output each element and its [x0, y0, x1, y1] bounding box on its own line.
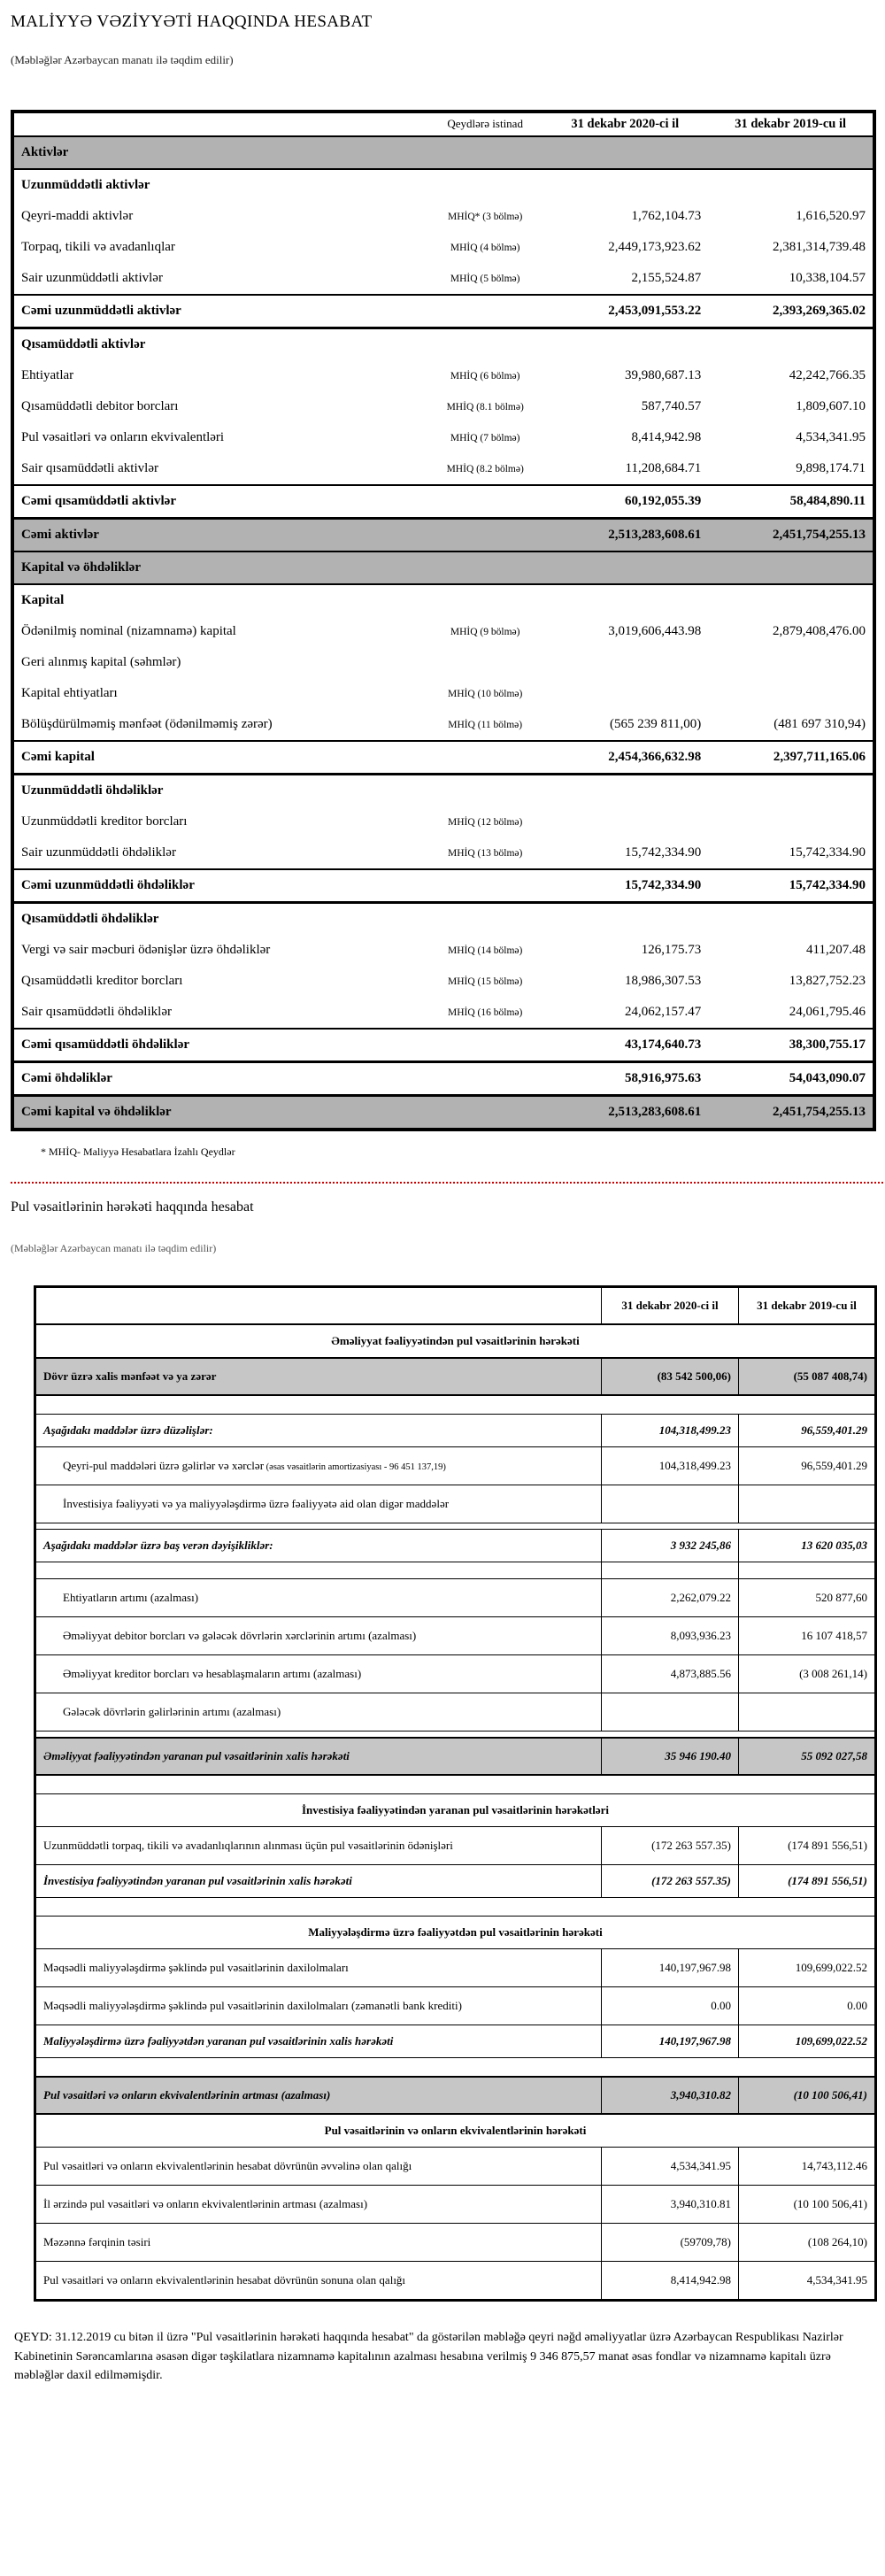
row-value-2019: 15,742,334.90: [789, 845, 866, 860]
row-label: Qısamüddətli kreditor borcları: [21, 974, 183, 988]
header-column-2020: 31 dekabr 2020-ci il: [542, 112, 708, 136]
row-value-2020: 3,940,310.81: [602, 2186, 739, 2224]
spacer-cell: [35, 1898, 876, 1917]
row-value-2019: 13,827,752.23: [789, 974, 866, 988]
row-label-text: Aşağıdakı maddələr üzrə düzəlişlər:: [43, 1423, 213, 1437]
row-value-2020: 8,414,942.98: [602, 2262, 739, 2301]
row-label: Aktivlər: [12, 136, 874, 169]
row-label-text: Əməliyyat kreditor borcları və hesablaşmaların artımı (azalması): [63, 1667, 362, 1680]
spacer-cell: [35, 1523, 876, 1530]
row-value-2020: 11,208,684.71: [625, 461, 702, 475]
row-value-2019: [739, 1693, 876, 1731]
cf-row-item: [35, 1693, 876, 1731]
bs-row-item: [12, 391, 874, 422]
bs-row-item: [12, 837, 874, 869]
cf-row-spacer: [35, 1395, 876, 1415]
row-value-2019: 58,484,890.11: [708, 485, 874, 519]
bs-row-item: [12, 360, 874, 391]
balance-sheet-header-row: [12, 112, 874, 136]
bs-row-item: [12, 806, 874, 837]
cf-row-spacer-small: [35, 1523, 876, 1530]
statement1-subtitle: (Məbləğlər Azərbaycan manatı ilə təqdim edilir): [11, 53, 234, 66]
row-label: Sair qısamüddətli öhdəliklər: [21, 1005, 172, 1019]
row-label: [35, 2025, 602, 2058]
row-label-parenthetical: (əsas vəsaitlərin amortizasiyası - 96 451 137,19): [264, 1462, 446, 1472]
row-value-2019: (10 100 506,41): [739, 2077, 876, 2114]
row-value-2019: 520 877,60: [739, 1579, 876, 1617]
row-label-text: İnvestisiya fəaliyyətindən yaranan pul vəsaitlərinin xalis hərəkəti: [43, 1874, 352, 1887]
row-value-2020: 43,174,640.73: [542, 1029, 708, 1062]
row-value-2020: [602, 1693, 739, 1731]
row-value-2020: 3,940,310.82: [602, 2077, 739, 2114]
bs-row-item: [12, 966, 874, 997]
row-value-2020: 2,453,091,553.22: [542, 295, 708, 328]
bs-row-item: [12, 647, 874, 678]
row-value-2020: 104,318,499.23: [602, 1447, 739, 1485]
row-label: Kapital və öhdəliklər: [12, 551, 874, 584]
row-value-2020: 2,513,283,608.61: [542, 519, 708, 552]
row-value-2020: (565 239 811,00): [610, 717, 702, 731]
cf-row-center: [35, 1324, 876, 1358]
row-label: Uzunmüddətli aktivlər: [21, 178, 150, 192]
spacer-cell: [35, 1775, 876, 1794]
row-value-2020: 15,742,334.90: [624, 845, 702, 860]
row-label: [35, 1738, 602, 1775]
row-value-2019: 411,207.48: [806, 943, 866, 957]
row-label: Cəmi qısamüddətli öhdəliklər: [12, 1029, 428, 1062]
section-heading: Pul vəsaitlərinin və onların ekvivalentlərinin hərəkəti: [35, 2114, 876, 2148]
row-label-text: Məzənnə fərqinin təsiri: [43, 2235, 151, 2248]
row-value-2020: [542, 678, 708, 709]
row-value-2019: (10 100 506,41): [739, 2186, 876, 2224]
row-note: MHİQ (14 bölmə): [448, 945, 523, 956]
cf-row-italic: [35, 1530, 876, 1562]
row-label: Qeyri-maddi aktivlər: [21, 209, 134, 223]
row-value-2019: 1,616,520.97: [796, 209, 866, 223]
row-label: [35, 1655, 602, 1693]
qeyd-note: QEYD: 31.12.2019 cu bitən il üzrə "Pul vəsaitlərinin hərəkəti haqqında hesabat" da göstərilən məbləğə qeyri nəğd əməliyyatlar üzrə Azərbaycan Respublikası Nazirlər Kabinetinin Sərəncamlarına əsasən digər təşkilatlara nizamnamə kapitalının azalması hesabına verilmiş 9 346 875,57 manat əsas fondlar və nizamnamə kapitalı üzrə məbləğlər daxil edilməmişdir.: [14, 2331, 843, 2383]
row-label: [35, 2077, 602, 2114]
section-heading: İnvestisiya fəaliyyətindən yaranan pul vəsaitlərinin hərəkətləri: [35, 1794, 876, 1827]
row-value-2020: 24,062,157.47: [624, 1005, 702, 1019]
row-label-text: İl ərzində pul vəsaitləri və onların ekvivalentlərinin artması (azalması): [43, 2197, 368, 2210]
row-value-2019: 15,742,334.90: [708, 869, 874, 903]
cf-row-item: [35, 1579, 876, 1617]
cf-row-gray: [35, 1358, 876, 1395]
row-note: MHİQ (11 bölmə): [448, 719, 523, 730]
row-note: [428, 1096, 543, 1130]
row-value-2019: 54,043,090.07: [708, 1062, 874, 1096]
row-value-2019: 109,699,022.52: [739, 1949, 876, 1987]
cash-flow-table: [34, 1285, 877, 2302]
row-value-2020: 8,414,942.98: [631, 430, 702, 444]
row-value-2019: 14,743,112.46: [739, 2148, 876, 2186]
row-value-2019: 4,534,341.95: [796, 430, 866, 444]
row-label-text: Pul vəsaitləri və onların ekvivalentlərinin hesabat dövrünün əvvəlinə olan qalığı: [43, 2159, 412, 2172]
spacer-cell: [35, 1731, 876, 1739]
row-value-2020: 2,454,366,632.98: [542, 741, 708, 775]
row-label-text: Ehtiyatların artımı (azalması): [63, 1591, 199, 1604]
row-value-2019: (174 891 556,51): [739, 1865, 876, 1898]
row-value-2019: 2,451,754,255.13: [708, 1096, 874, 1130]
row-note: MHİQ (16 bölmə): [448, 1006, 523, 1018]
row-value-2019: 0.00: [739, 1987, 876, 2025]
cf-row-item: [35, 2148, 876, 2186]
red-dotted-divider: [11, 1182, 885, 1184]
row-value-2019: 2,381,314,739.48: [773, 240, 866, 254]
cf-row-item: [35, 1447, 876, 1485]
row-value-2020: 104,318,499.23: [602, 1415, 739, 1447]
bs-row-item: [12, 709, 874, 741]
row-label: Pul vəsaitləri və onların ekvivalentləri: [21, 430, 225, 444]
cf-row-item: [35, 2186, 876, 2224]
row-label: [35, 1987, 602, 2025]
row-value-2020: 2,262,079.22: [602, 1579, 739, 1617]
row-label: Kapital: [21, 593, 65, 607]
row-value-2020: 2,449,173,923.62: [608, 240, 702, 254]
row-label: [35, 1865, 602, 1898]
cf-row-spacer-small: [35, 1731, 876, 1739]
row-value-2019: 13 620 035,03: [739, 1530, 876, 1562]
row-label: Uzunmüddətli öhdəliklər: [21, 783, 164, 798]
row-note: [428, 647, 543, 678]
bs-row-subsection: [12, 328, 874, 361]
row-note: [428, 1062, 543, 1096]
cf-row-italic: [35, 1865, 876, 1898]
cf-row-gray-italic: [35, 1738, 876, 1775]
cf-row-italic: [35, 1415, 876, 1447]
bs-row-item: [12, 616, 874, 647]
row-value-2019: (174 891 556,51): [739, 1827, 876, 1865]
row-note: MHİQ (8.2 bölmə): [446, 463, 524, 474]
row-label: [35, 1530, 602, 1562]
row-value-2020: 8,093,936.23: [602, 1617, 739, 1655]
row-value-2020: 15,742,334.90: [542, 869, 708, 903]
bs-row-item: [12, 422, 874, 453]
row-value-2020: [602, 1562, 739, 1579]
row-label-text: Dövr üzrə xalis mənfəət və ya zərər: [43, 1369, 217, 1383]
row-note: MHİQ (8.1 bölmə): [446, 401, 524, 413]
row-note: MHİQ (9 bölmə): [450, 626, 520, 637]
row-value-2019: [708, 678, 874, 709]
cash-flow-header-row: [35, 1287, 876, 1325]
row-label: [35, 1485, 602, 1523]
row-value-2019: 10,338,104.57: [789, 271, 866, 285]
row-value-2019: 24,061,795.46: [789, 1005, 866, 1019]
row-label: Geri alınmış kapital (səhmlər): [21, 655, 181, 669]
row-value-2020: (83 542 500,06): [602, 1358, 739, 1395]
row-value-2020: 0.00: [602, 1987, 739, 2025]
row-value-2019: 109,699,022.52: [739, 2025, 876, 2058]
row-value-2019: (3 008 261,14): [739, 1655, 876, 1693]
cf-row-item: [35, 1827, 876, 1865]
row-value-2020: 4,873,885.56: [602, 1655, 739, 1693]
statement1-title: MALİYYƏ VƏZİYYƏTİ HAQQINDA HESABAT: [11, 12, 373, 31]
row-label: [35, 1562, 602, 1579]
row-note: MHİQ (13 bölmə): [448, 847, 523, 859]
row-note: [428, 295, 543, 328]
row-label: Cəmi uzunmüddətli öhdəliklər: [12, 869, 428, 903]
row-note: [428, 869, 543, 903]
bs-row-total: [12, 1062, 874, 1096]
balance-sheet-table: [11, 110, 876, 1131]
row-value-2020: 4,534,341.95: [602, 2148, 739, 2186]
row-label: Cəmi öhdəliklər: [12, 1062, 428, 1096]
row-label: Qısamüddətli öhdəliklər: [21, 912, 159, 926]
bs-row-total: [12, 485, 874, 519]
row-label: Ehtiyatlar: [21, 368, 74, 382]
row-label-text: Məqsədli maliyyələşdirmə şəklində pul vəsaitlərinin daxilolmaları: [43, 1961, 349, 1974]
row-value-2019: (55 087 408,74): [739, 1358, 876, 1395]
row-label: Cəmi uzunmüddətli aktivlər: [12, 295, 428, 328]
row-note: MHİQ (15 bölmə): [448, 976, 523, 987]
bs-row-total: [12, 1029, 874, 1062]
row-value-2019: [708, 647, 874, 678]
row-label: Uzunmüddətli kreditor borcları: [21, 814, 188, 829]
bs-row-section: [12, 551, 874, 584]
bs-row-item: [12, 997, 874, 1029]
row-label: Qısamüddətli aktivlər: [21, 337, 146, 351]
row-note: [428, 519, 543, 552]
row-label: [35, 1579, 602, 1617]
cf-row-center: [35, 2114, 876, 2148]
row-value-2019: [739, 1562, 876, 1579]
row-value-2020: [602, 1485, 739, 1523]
bs-row-total: [12, 295, 874, 328]
row-value-2020: [542, 806, 708, 837]
statement2-title: Pul vəsaitlərinin hərəkəti haqqında hesabat: [11, 1199, 254, 1215]
row-value-2019: 9,898,174.71: [796, 461, 866, 475]
bs-row-item: [12, 201, 874, 232]
row-value-2019: [708, 806, 874, 837]
row-value-2020: 140,197,967.98: [602, 1949, 739, 1987]
cf-row-spacer: [35, 2058, 876, 2078]
row-value-2020: 126,175.73: [641, 943, 702, 957]
row-note: [428, 485, 543, 519]
row-label-text: Aşağıdakı maddələr üzrə baş verən dəyişikliklər:: [43, 1539, 273, 1552]
row-value-2019: 55 092 027,58: [739, 1738, 876, 1775]
row-value-2019: 2,451,754,255.13: [708, 519, 874, 552]
cf-row-italic: [35, 2025, 876, 2058]
row-label-text: Uzunmüddətli torpaq, tikili və avadanlıqlarının alınması üçün pul vəsaitlərinin ödənişləri: [43, 1839, 453, 1852]
row-value-2019: 38,300,755.17: [708, 1029, 874, 1062]
row-value-2019: 1,809,607.10: [796, 399, 866, 413]
row-label: Vergi və sair məcburi ödənişlər üzrə öhdəliklər: [21, 943, 271, 957]
cf-row-item: [35, 1655, 876, 1693]
header-column-2019: 31 dekabr 2019-cu il: [708, 112, 874, 136]
row-label: Cəmi aktivlər: [12, 519, 428, 552]
row-value-2020: 587,740.57: [641, 399, 702, 413]
row-label: [35, 1617, 602, 1655]
row-value-2019: [739, 1485, 876, 1523]
cf-row-item: [35, 1987, 876, 2025]
row-note: [428, 741, 543, 775]
row-value-2019: (108 264,10): [739, 2224, 876, 2262]
cf-row-item: [35, 2224, 876, 2262]
row-value-2020: 58,916,975.63: [542, 1062, 708, 1096]
spacer-cell: [35, 2058, 876, 2078]
cf-row-item: [35, 2262, 876, 2301]
row-label: Bölüşdürülməmiş mənfəət (ödənilməmiş zərər): [21, 717, 273, 731]
header-column-2020: 31 dekabr 2020-ci il: [602, 1287, 739, 1325]
row-value-2020: 2,513,283,608.61: [542, 1096, 708, 1130]
row-value-2020: 39,980,687.13: [624, 368, 702, 382]
row-value-2020: (59709,78): [602, 2224, 739, 2262]
bs-row-subsection: [12, 775, 874, 807]
row-label-text: Maliyyələşdirmə üzrə fəaliyyətdən yaranan pul vəsaitlərinin xalis hərəkəti: [43, 2034, 394, 2048]
row-value-2020: 35 946 190.40: [602, 1738, 739, 1775]
row-value-2020: 3,019,606,443.98: [608, 624, 702, 638]
bs-row-section-total: [12, 1096, 874, 1130]
row-label: Cəmi kapital və öhdəliklər: [12, 1096, 428, 1130]
row-value-2020: 3 932 245,86: [602, 1530, 739, 1562]
row-label: [35, 1827, 602, 1865]
row-value-2019: 16 107 418,57: [739, 1617, 876, 1655]
header-column-2019: 31 dekabr 2019-cu il: [739, 1287, 876, 1325]
row-value-2019: 2,393,269,365.02: [708, 295, 874, 328]
row-value-2019: 42,242,766.35: [789, 368, 866, 382]
cf-row-item: [35, 1485, 876, 1523]
cf-row-empty: [35, 1562, 876, 1579]
row-label: Sair uzunmüddətli öhdəliklər: [21, 845, 176, 860]
bs-row-total: [12, 869, 874, 903]
bs-row-section: [12, 136, 874, 169]
row-note: MHİQ (7 bölmə): [450, 432, 520, 443]
header-empty-cell: [35, 1287, 602, 1325]
row-label-text: Pul vəsaitləri və onların ekvivalentlərinin hesabat dövrünün sonuna olan qalığı: [43, 2273, 406, 2287]
bs-row-section-total: [12, 519, 874, 552]
row-label: Kapital ehtiyatları: [21, 686, 118, 700]
cf-row-center: [35, 1917, 876, 1949]
row-value-2019: 2,397,711,165.06: [708, 741, 874, 775]
section-heading: Maliyyələşdirmə üzrə fəaliyyətdən pul vəsaitlərinin hərəkəti: [35, 1917, 876, 1949]
row-label: [35, 2148, 602, 2186]
section-heading: Əməliyyat fəaliyyətindən pul vəsaitlərinin hərəkəti: [35, 1324, 876, 1358]
row-note: MHİQ* (3 bölmə): [448, 211, 523, 222]
row-value-2019: 2,879,408,476.00: [773, 624, 866, 638]
row-value-2019: 4,534,341.95: [739, 2262, 876, 2301]
row-label-text: Gələcək dövrlərin gəlirlərinin artımı (azalması): [63, 1705, 281, 1718]
row-label: Sair qısamüddətli aktivlər: [21, 461, 158, 475]
bs-row-item: [12, 453, 874, 485]
row-label: Cəmi kapital: [12, 741, 428, 775]
row-label: [35, 1358, 602, 1395]
row-value-2020: 2,155,524.87: [631, 271, 702, 285]
bs-row-item: [12, 232, 874, 263]
row-note: MHİQ (10 bölmə): [448, 688, 523, 699]
header-empty-cell: [12, 112, 428, 136]
row-label: Torpaq, tikili və avadanlıqlar: [21, 240, 175, 254]
row-label: [35, 2224, 602, 2262]
bs-row-subsection: [12, 169, 874, 201]
bs-row-item: [12, 678, 874, 709]
row-label-text: Əməliyyat debitor borcları və gələcək dövrlərin xərclərinin artımı (azalması): [63, 1629, 417, 1642]
bs-row-item: [12, 263, 874, 295]
row-label-text: Məqsədli maliyyələşdirmə şəklində pul vəsaitlərinin daxilolmaları (zəmanətli bank krediti): [43, 1999, 462, 2012]
cf-row-item: [35, 1617, 876, 1655]
row-label: Sair uzunmüddətli aktivlər: [21, 271, 163, 285]
row-value-2019: 96,559,401.29: [739, 1415, 876, 1447]
row-note: MHİQ (5 bölmə): [450, 273, 520, 284]
row-value-2020: 1,762,104.73: [631, 209, 702, 223]
row-label: [35, 1415, 602, 1447]
row-value-2020: (172 263 557.35): [602, 1827, 739, 1865]
cf-row-center: [35, 1794, 876, 1827]
row-label: Ödənilmiş nominal (nizamnamə) kapital: [21, 624, 236, 638]
row-label: [35, 1693, 602, 1731]
row-label-text: Əməliyyat fəaliyyətindən yaranan pul vəsaitlərinin xalis hərəkəti: [43, 1749, 350, 1762]
cf-row-spacer: [35, 1898, 876, 1917]
row-note: MHİQ (6 bölmə): [450, 370, 520, 382]
cf-row-gray-italic: [35, 2077, 876, 2114]
cf-row-item: [35, 1949, 876, 1987]
row-value-2020: (172 263 557.35): [602, 1865, 739, 1898]
header-notes-column: Qeydlərə istinad: [428, 112, 543, 136]
row-value-2020: [542, 647, 708, 678]
row-label: [35, 1447, 602, 1485]
row-label: Cəmi qısamüddətli aktivlər: [12, 485, 428, 519]
row-value-2019: (481 697 310,94): [773, 717, 866, 731]
row-value-2020: 18,986,307.53: [624, 974, 702, 988]
row-note: [428, 1029, 543, 1062]
bs-row-subsection: [12, 584, 874, 616]
row-label: Qısamüddətli debitor borcları: [21, 399, 179, 413]
row-label: [35, 1949, 602, 1987]
row-value-2020: 60,192,055.39: [542, 485, 708, 519]
row-note: MHİQ (4 bölmə): [450, 242, 520, 253]
row-label-text: Qeyri-pul maddələri üzrə gəlirlər və xərclər: [63, 1459, 265, 1472]
statement2-subtitle: (Məbləğlər Azərbaycan manatı ilə təqdim edilir): [11, 1242, 217, 1254]
row-value-2020: 140,197,967.98: [602, 2025, 739, 2058]
bs-row-total: [12, 741, 874, 775]
bs-row-subsection: [12, 903, 874, 936]
cf-row-spacer: [35, 1775, 876, 1794]
row-label-text: İnvestisiya fəaliyyəti və ya maliyyələşdirmə üzrə fəaliyyətə aid olan digər maddələr: [63, 1497, 450, 1510]
row-label: [35, 2262, 602, 2301]
mhiq-footnote: * MHİQ- Maliyyə Hesabatlara İzahlı Qeydlər: [41, 1145, 235, 1158]
row-note: MHİQ (12 bölmə): [448, 816, 523, 828]
row-value-2019: 96,559,401.29: [739, 1447, 876, 1485]
spacer-cell: [35, 1395, 876, 1415]
row-label: [35, 2186, 602, 2224]
row-label-text: Pul vəsaitləri və onların ekvivalentlərinin artması (azalması): [43, 2088, 331, 2102]
bs-row-item: [12, 935, 874, 966]
